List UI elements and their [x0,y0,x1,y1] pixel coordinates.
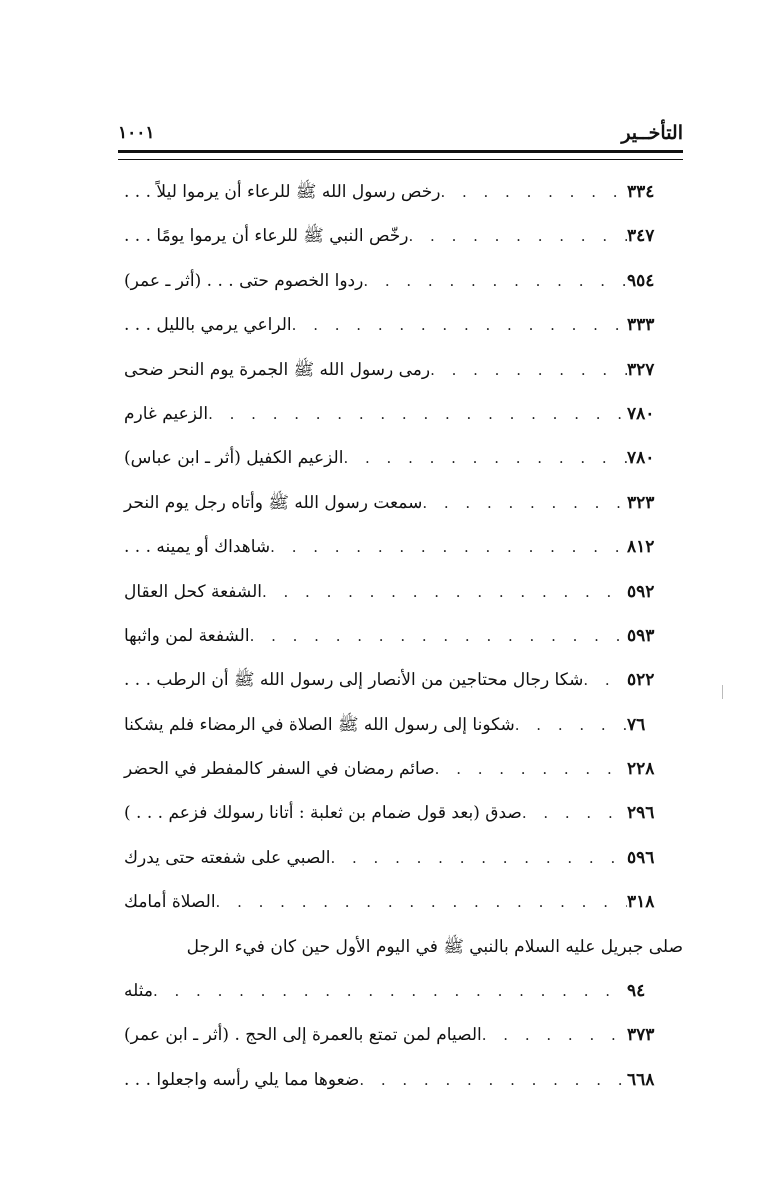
entry-page: ٥٩٢ [627,581,655,602]
entry-page: ٥٩٣ [627,625,655,646]
entry-text: شكا رجال محتاجين من الأنصار إلى رسول الله ﷺ أن الرطب . . . [124,670,584,691]
index-entry [118,436,683,480]
entry-page: ٥٢٢ [627,670,655,691]
index-entry [118,925,683,969]
entry-page: ٨١٢ [627,537,655,558]
leader-dots [343,436,627,480]
entry-text: الصبي على شفعته حتى يدرك [124,847,331,868]
leader-dots [422,481,627,525]
leader-dots [515,703,627,747]
index-list [118,170,683,1102]
index-page [118,118,683,1090]
index-entry [118,1058,683,1102]
index-entry [118,1013,683,1057]
entry-text: ردوا الخصوم حتى . . . (أثر ـ عمر) [124,270,364,291]
leader-dots [359,1058,627,1102]
running-title: التأخــير [621,122,683,144]
entry-text: الزعيم غارم [124,403,209,424]
entry-page: ٣٣٤ [627,182,655,202]
entry-page: ٣٢٣ [627,492,655,513]
index-entry [118,880,683,924]
index-entry [118,348,683,392]
entry-text: صدق (بعد قول ضمام بن ثعلبة : أتانا رسولك فزعم . . . ) [124,803,522,824]
entry-page: ٣١٨ [627,892,655,913]
entry-text: مثله [124,981,153,1002]
entry-page: ٩٤ [627,981,646,1002]
entry-text: الصلاة أمامك [124,892,216,913]
entry-page: ٢٢٨ [627,759,655,780]
leader-dots [208,392,627,436]
index-entry [118,658,683,702]
index-entry [118,570,683,614]
index-entry [118,214,683,258]
leader-dots [440,170,627,214]
index-entry [118,791,683,835]
header-rule [118,150,683,160]
entry-text: سمعت رسول الله ﷺ وأتاه رجل يوم النحر [124,492,423,513]
leader-dots [270,525,627,569]
entry-page: ٩٥٤ [627,270,655,291]
leader-dots [430,348,627,392]
entry-page: ٧٨٠ [627,403,655,424]
entry-text: الصيام لمن تمتع بالعمرة إلى الحج . (أثر ـ ابن عمر) [124,1025,482,1046]
entry-page: ٧٦ [627,714,646,735]
index-entry [118,170,683,214]
leader-dots [522,791,627,835]
entry-text: شكونا إلى رسول الله ﷺ الصلاة في الرمضاء فلم يشكنا [124,714,515,735]
entry-text: ضعوها مما يلي رأسه واجعلوا . . . [124,1069,360,1090]
entry-page: ٦٦٨ [627,1069,655,1090]
index-entry [118,525,683,569]
leader-dots [262,570,627,614]
leader-dots [216,880,627,924]
entry-text: الزعيم الكفيل (أثر ـ ابن عباس) [124,448,344,469]
entry-page: ٣٧٣ [627,1025,655,1046]
index-entry [118,703,683,747]
page-number: ١٠٠١ [118,123,155,143]
index-entry [118,747,683,791]
entry-page: ٢٩٦ [627,803,655,824]
entry-text: الراعي يرمي بالليل . . . [124,315,292,336]
entry-page: ٣٢٧ [627,359,655,380]
entry-text: رمى رسول الله ﷺ الجمرة يوم النحر ضحى [124,359,431,380]
leader-dots [409,214,628,258]
entry-page: ٣٤٧ [627,226,655,247]
entry-text: الشفعة كحل العقال [124,581,262,602]
entry-page: ٧٨٠ [627,448,655,469]
leader-dots [250,614,627,658]
leader-dots [153,969,627,1013]
entry-text: صائم رمضان في السفر كالمفطر في الحضر [124,759,435,780]
leader-dots [583,658,627,702]
margin-mark [722,685,723,699]
index-entry [118,614,683,658]
entry-text: رخّص النبي ﷺ للرعاء أن يرموا يومًا . . . [124,226,409,247]
index-entry [118,392,683,436]
page-header [118,118,683,148]
index-entry-continuation [118,969,683,1013]
leader-dots [435,747,627,791]
index-entry [118,259,683,303]
leader-dots [292,303,627,347]
leader-dots [330,836,627,880]
entry-text: شاهداك أو يمينه . . . [124,537,271,558]
entry-text: رخص رسول الله ﷺ للرعاء أن يرموا ليلاً . . . [124,182,441,202]
entry-text: صلى جبريل عليه السلام بالنبي ﷺ في اليوم الأول حين كان فيء الرجل [186,936,683,957]
index-entry [118,481,683,525]
entry-page: ٥٩٦ [627,847,655,868]
entry-text: الشفعة لمن واثبها [124,625,250,646]
leader-dots [363,259,627,303]
index-entry [118,303,683,347]
entry-page: ٣٣٣ [627,315,655,336]
leader-dots [482,1013,627,1057]
index-entry [118,836,683,880]
